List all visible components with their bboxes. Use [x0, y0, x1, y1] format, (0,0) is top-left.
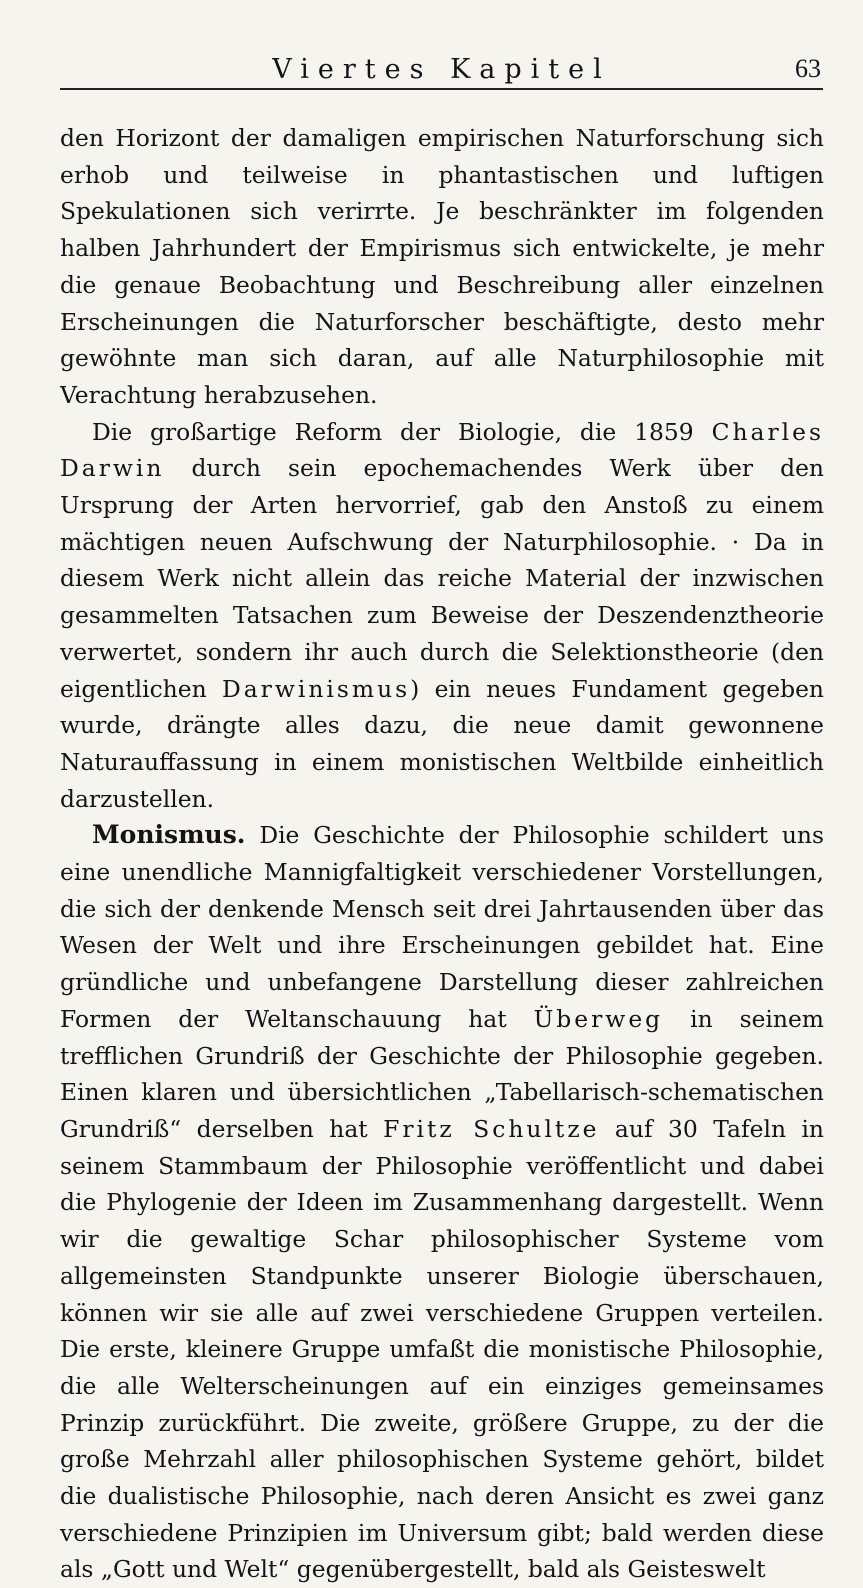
- paragraph-2-part-3: ) ein neues Fundament gegeben wurde, drängte alles dazu, die neue damit gewonnene Naturauffassung in einem monistischen Weltbilde einheitlich darzustellen.: [60, 674, 824, 813]
- paragraph-2-part-1: Die großartige Reform der Biologie, die 1859: [92, 417, 712, 446]
- paragraph-3-part-3: auf 30 Tafeln in seinem Stammbaum der Philosophie veröffentlicht und dabei die Phylogenie der Ideen im Zusammenhang dargestellt. Wenn wir die gewaltige Schar philosophischer Systeme vom allgemeinsten Standpunkte unserer Biologie überschauen, können wir sie alle auf zwei verschiedene Gruppen verteilen. Die erste, kleinere Gruppe umfaßt die monistische Philosophie, die alle Welterscheinungen auf ein einziges gemeinsames Prinzip zurückführt. Die zweite, größere Gruppe, zu der die große Mehrzahl aller philosophischen Systeme gehört, bildet die dualistische Philosophie, nach deren Ansicht es zwei ganz verschiedene Prinzipien im Universum gibt; bald werden diese als „Gott und Welt“ gegenübergestellt, bald als Geisteswelt: [60, 1114, 824, 1584]
- paragraph-3-part-2: in seinem trefflichen Grundriß der Geschichte der Philosophie gegeben. Einen klaren und übersichtlichen „Tabellarisch-schematischen Grundriß“ derselben hat: [60, 1004, 824, 1143]
- paragraph-2: [60, 414, 824, 818]
- running-title: Viertes Kapitel: [272, 54, 611, 85]
- person-name-ueberweg: Überweg: [533, 1004, 664, 1033]
- page-number: 63: [795, 54, 821, 83]
- term-darwinismus: Darwinismus: [221, 674, 411, 703]
- paragraph-3: [60, 817, 824, 1588]
- person-name-schultze: Fritz Schultze: [383, 1114, 600, 1143]
- person-name-darwin: Charles Darwin: [60, 417, 824, 483]
- paragraph-1: den Horizont der damaligen empirischen Naturforschung sich erhob und teilweise in phantastischen und luftigen Spekulationen sich verirrte. Je beschränkter im folgenden halben Jahrhundert der Empirismus sich entwickelte, je mehr die genaue Beobachtung und Beschreibung aller einzelnen Erscheinungen die Naturforscher beschäftigte, desto mehr gewöhnte man sich daran, auf alle Naturphilosophie mit Verachtung herabzusehen.: [60, 124, 824, 409]
- section-heading-monismus: Monismus.: [92, 820, 246, 850]
- running-header: [60, 46, 823, 90]
- body-text: [60, 120, 824, 1588]
- paragraph-3-part-1: Die Geschichte der Philosophie schildert uns eine unendliche Mannigfaltigkeit verschiedener Vorstellungen, die sich der denkende Mensch seit drei Jahrtausenden über das Wesen der Welt und ihre Erscheinungen gebildet hat. Eine gründliche und unbefangene Darstellung dieser zahlreichen Formen der Weltanschauung hat: [60, 821, 824, 1033]
- paragraph-2-part-2: durch sein epochemachendes Werk über den Ursprung der Arten hervorrief, gab den Anstoß zu einem mächtigen neuen Aufschwung der Naturphilosophie. · Da in diesem Werk nicht allein das reiche Material der inzwischen gesammelten Tatsachen zum Beweise der Deszendenztheorie verwertet, sondern ihr auch durch die Selektionstheorie (den eigentlichen: [60, 454, 824, 703]
